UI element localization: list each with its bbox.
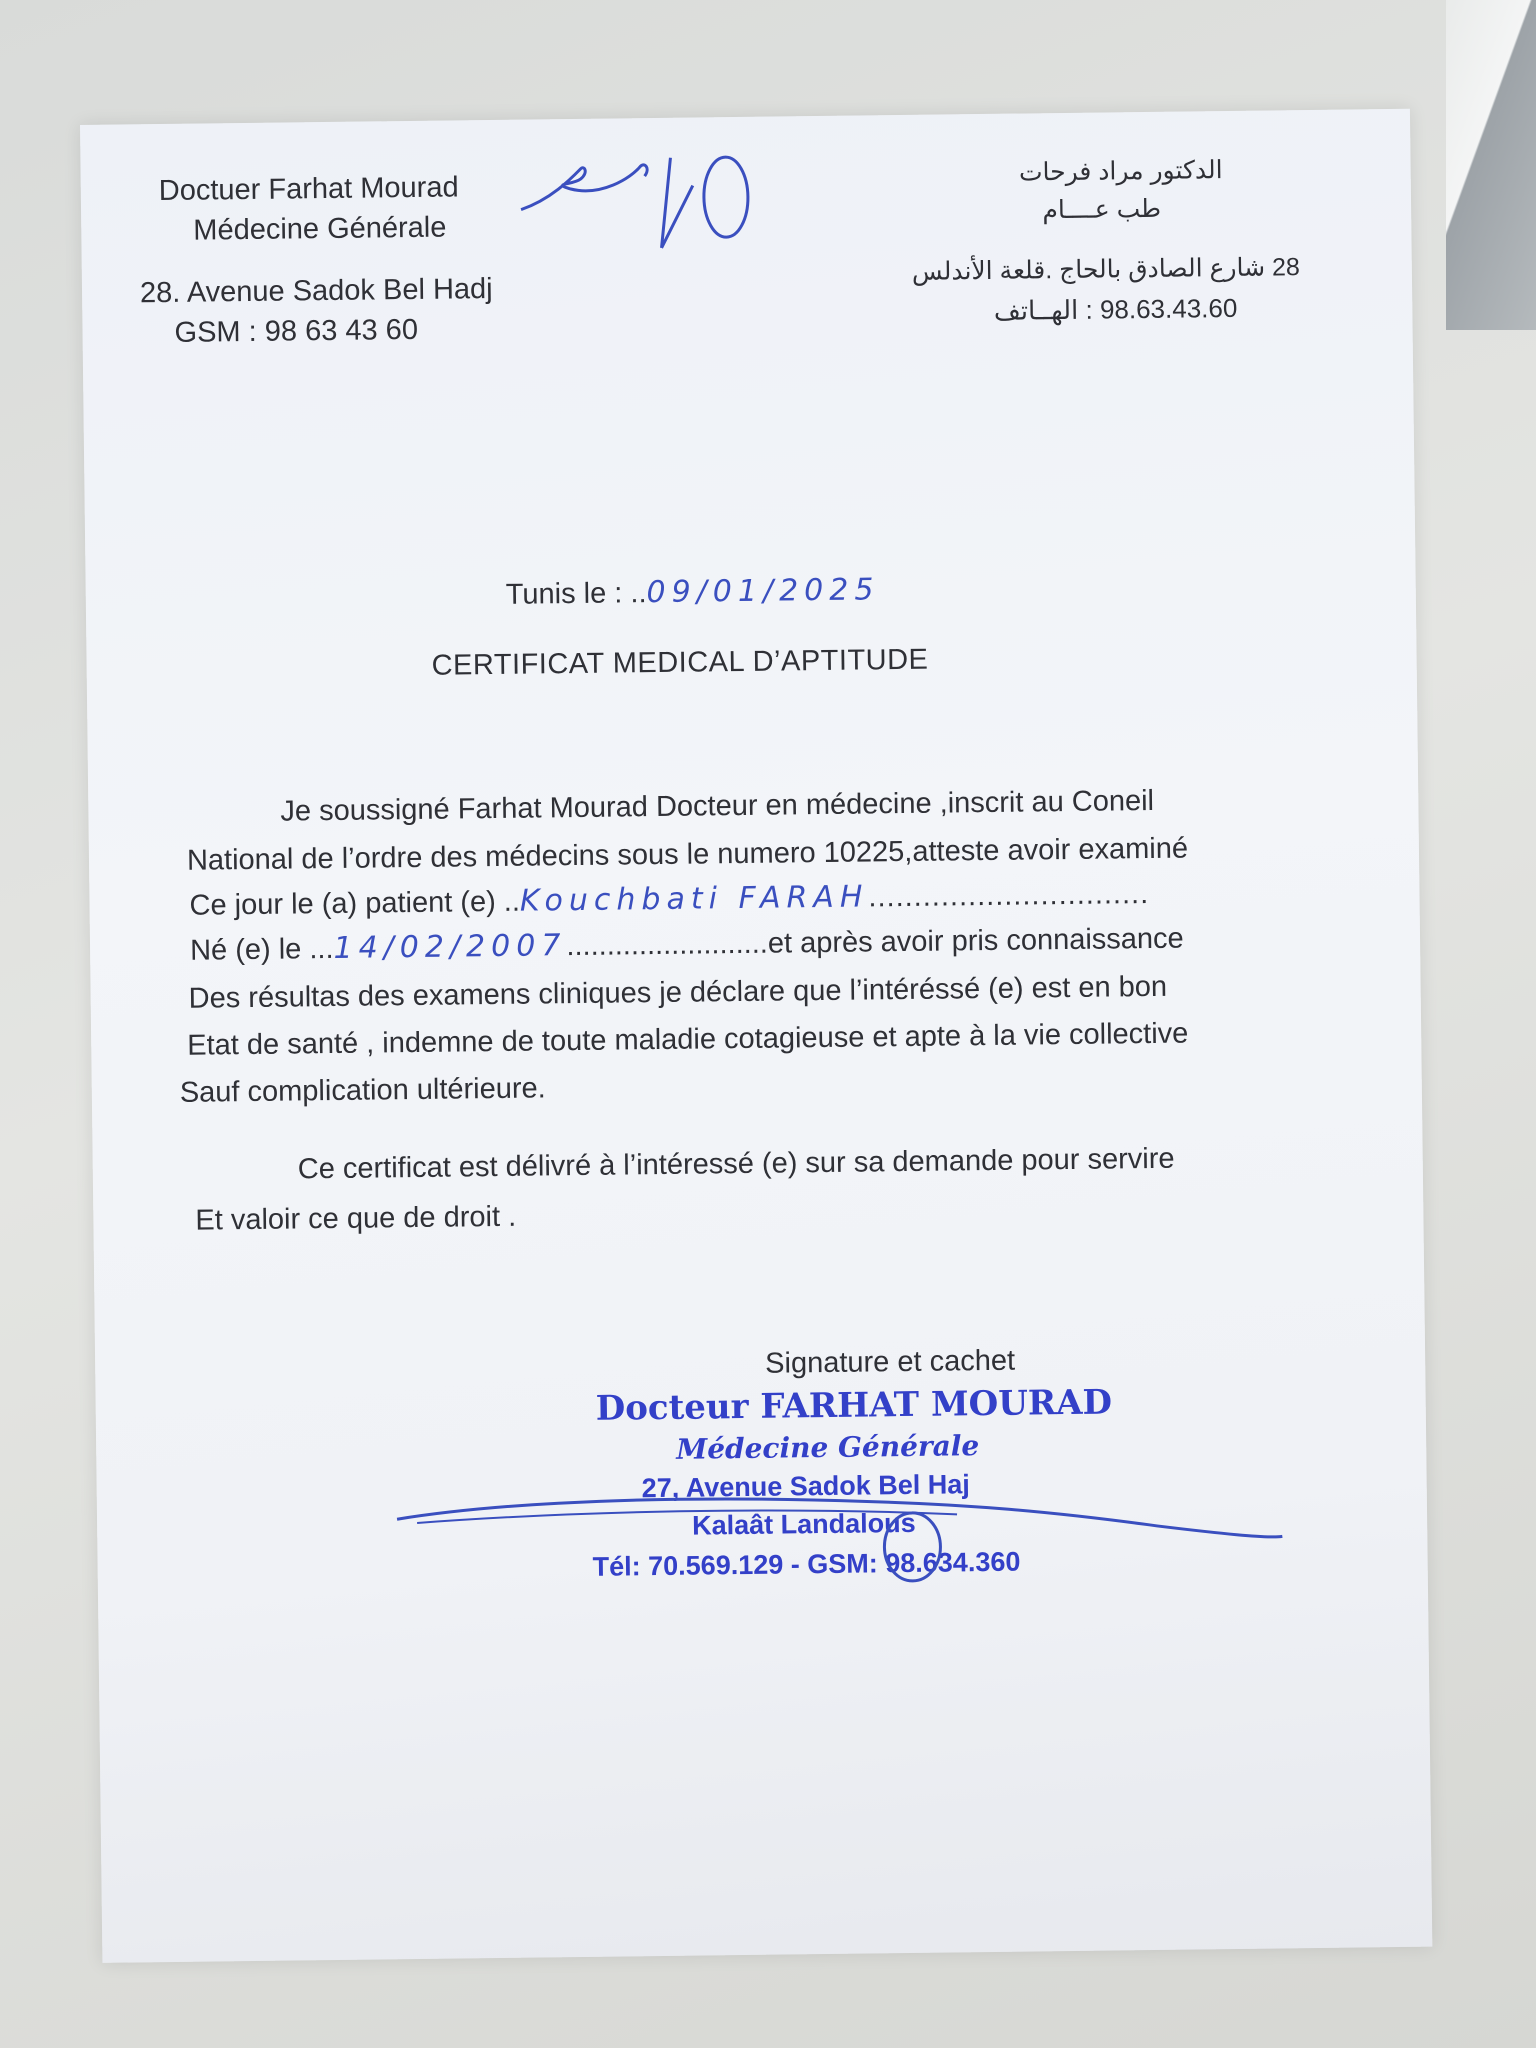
body-line-6: Etat de santé , indemne de toute maladie cotagieuse et apte à la vie collective bbox=[187, 1017, 1189, 1062]
birth-date: 14/02/2007 bbox=[333, 928, 567, 966]
date-label: Tunis le : .. bbox=[505, 577, 647, 611]
body-line-2: National de l’ordre des médecins sous le numero 10225,atteste avoir examiné bbox=[186, 832, 1189, 877]
stamp-address: 27, Avenue Sadok Bel Haj bbox=[641, 1469, 970, 1504]
phone-header: GSM : 98 63 43 60 bbox=[174, 313, 419, 349]
address-arabic: 28 شارع الصادق بالحاج .قلعة الأندلس bbox=[911, 253, 1300, 286]
patient-line bbox=[189, 877, 1149, 923]
body-line-8: Ce certificat est délivré à l’intéressé (e) sur sa demande pour servire bbox=[297, 1142, 1175, 1186]
stamp-city: Kalaât Landalous bbox=[691, 1507, 916, 1541]
patient-dots: ............................... bbox=[868, 877, 1150, 914]
specialty-header: Médecine Générale bbox=[193, 211, 447, 247]
body-line-1: Je soussigné Farhat Mourad Docteur en médecine ,inscrit au Coneil bbox=[280, 784, 1155, 828]
doctor-name-header: Doctuer Farhat Mourad bbox=[158, 171, 459, 208]
patient-label: Ce jour le (a) patient (e) .. bbox=[189, 885, 521, 922]
stamp-specialty: Médecine Générale bbox=[676, 1429, 980, 1466]
certificate-title: CERTIFICAT MEDICAL D’APTITUDE bbox=[431, 643, 929, 682]
birth-line-rest: .........................et après avoir pris connaissance bbox=[566, 922, 1184, 963]
phone-arabic: 98.63.43.60 : الهــاتف bbox=[993, 292, 1238, 326]
specialty-arabic: طب عــــام bbox=[1042, 194, 1162, 225]
signature-scribble bbox=[397, 1480, 1299, 1631]
medical-certificate-page bbox=[80, 109, 1432, 1963]
signature-label: Signature et cachet bbox=[764, 1344, 1016, 1380]
date-line bbox=[506, 573, 880, 612]
doctor-name-arabic: الدكتور مراد فرحات bbox=[1018, 156, 1223, 187]
address-header: 28. Avenue Sadok Bel Hadj bbox=[139, 272, 493, 310]
birth-label: Né (e) le ... bbox=[189, 932, 334, 967]
body-line-5: Des résultas des examens cliniques je déclare que l’intéréssé (e) est en bon bbox=[188, 970, 1168, 1015]
birth-line bbox=[190, 922, 1184, 968]
stamp-phones: Tél: 70.569.129 - GSM: 98.634.360 bbox=[592, 1546, 1021, 1582]
body-line-7: Sauf complication ultérieure. bbox=[179, 1072, 546, 1109]
handwritten-note-drawing bbox=[510, 136, 811, 260]
date-value: 09/01/2025 bbox=[646, 572, 880, 611]
body-line-9: Et valoir ce que de droit . bbox=[195, 1200, 517, 1237]
background-edge bbox=[1446, 0, 1536, 330]
patient-name: Kouchbati FARAH bbox=[519, 879, 869, 919]
stamp-doctor-name: Docteur FARHAT MOURAD bbox=[595, 1382, 1113, 1429]
